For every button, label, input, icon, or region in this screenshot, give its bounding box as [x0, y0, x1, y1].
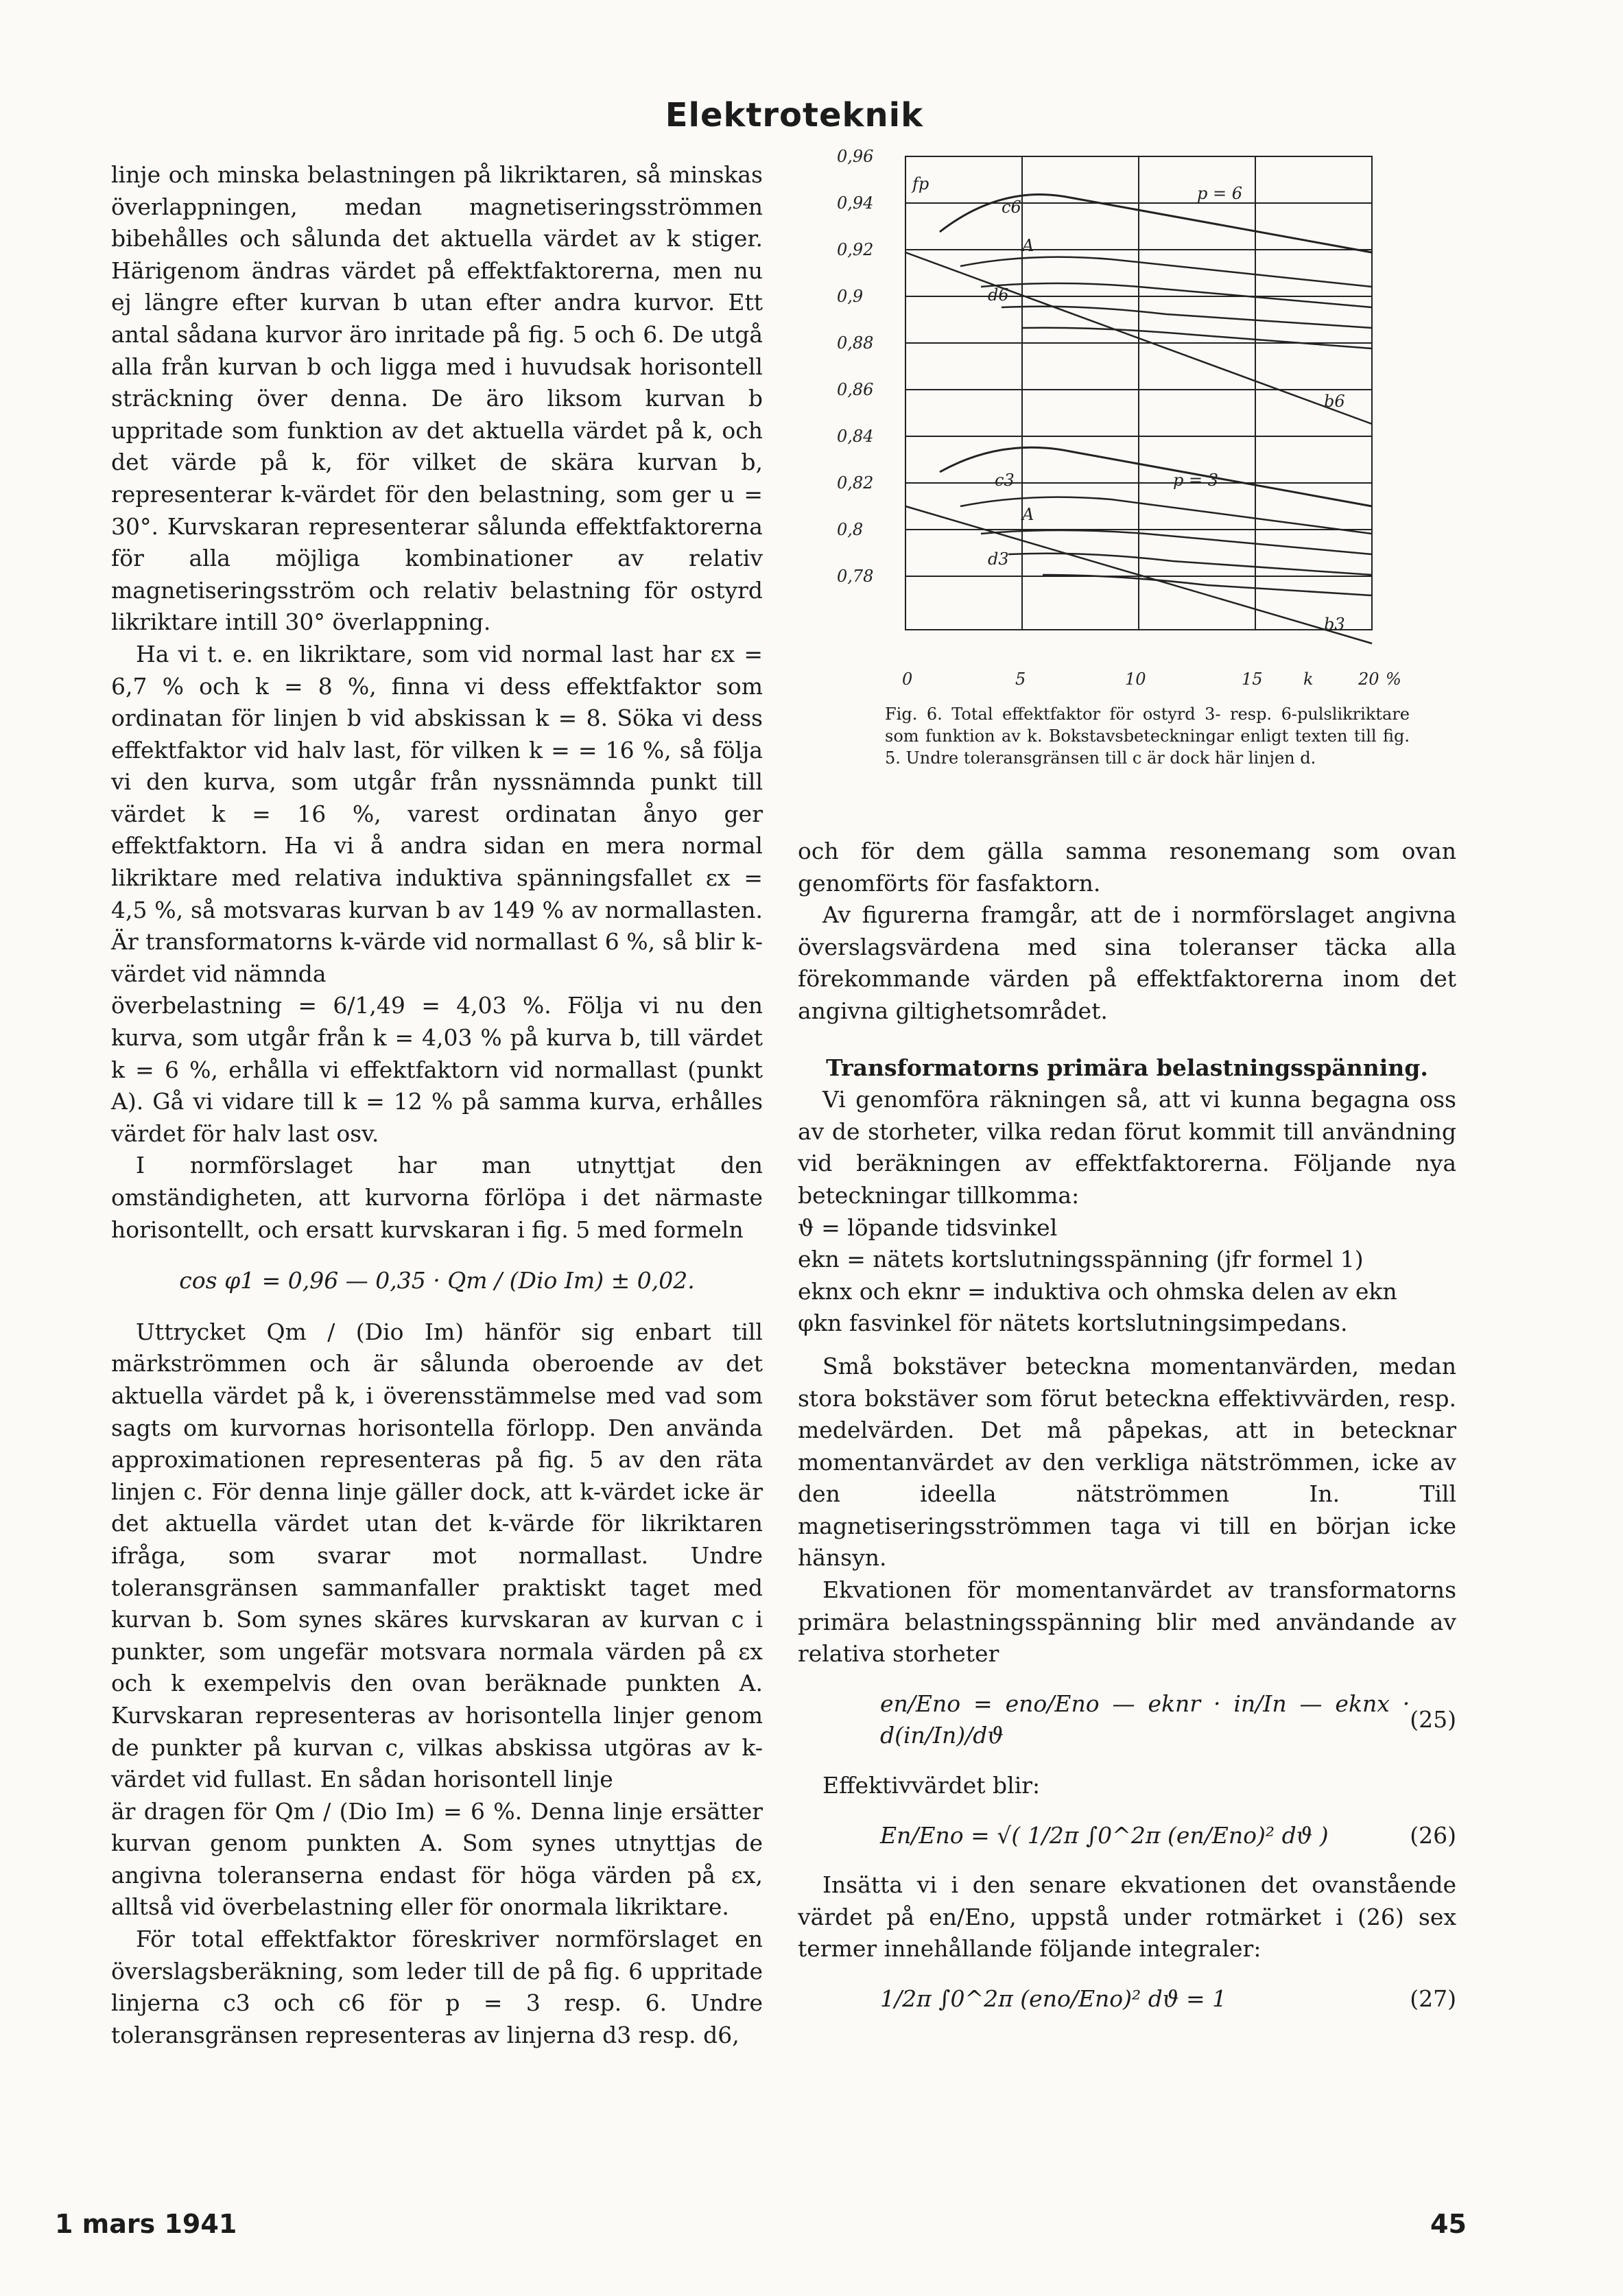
x-tick: 5: [1015, 670, 1026, 689]
footer-date: 1 mars 1941: [55, 2209, 237, 2239]
curve-label: d6: [988, 285, 1009, 305]
paragraph: Vi genomföra räkningen så, att vi kunna begagna oss av de storheter, vilka redan förut kommit till användning vid beräkningen av effektfaktorerna. Följande nya beteckningar tillkomma:: [798, 1086, 1456, 1209]
paragraph: Effektivvärdet blir:: [822, 1772, 1041, 1799]
paragraph: överbelastning = 6/1,49 = 4,03 %. Följa vi nu den kurva, som utgår från k = 4,03 % på kurva b, till värdet k = 6 %, erhålla vi effektfaktorn vid normallast (punkt A). Gå vi vidare till k = 12 % på samma kurva, erhålles värdet för halv last osv.: [111, 992, 763, 1147]
paragraph: Av figurerna framgår, att de i normförslaget angivna överslagsvärdena med sina toleranser täcka alla förekommande värden på effektfaktorerna inom det angivna giltighetsområdet.: [798, 901, 1456, 1024]
equation-27: [880, 1983, 1456, 2015]
curve-label: b3: [1324, 615, 1345, 634]
x-tick: 20: [1358, 670, 1379, 689]
paragraph: Ekvationen för momentanvärdet av transformatorns primära belastningsspänning blir med användande av relativa storheter: [798, 1576, 1456, 1668]
figure-6-chart: [823, 150, 1427, 712]
section-header: Elektroteknik: [665, 96, 923, 134]
paragraph: Uttrycket Qm / (Dio Im) hänför sig enbart till märkströmmen och är sålunda oberoende av det aktuella värdet på k, i överensstämmelse med vad som sagts om kurvornas horisontella förlopp. Den använda approximationen representeras på fig. 5 av den räta linjen c. För denna linje gäller dock, att k-värdet icke är det aktuella värdet utan det k-värde för likriktaren ifråga, som svarar mot normallast. Undre toleransgränsen sammanfaller praktiskt taget med kurvan b. Som synes skäres kurvskaran av kurvan c i punkter, som ungefär motsvara normala värden på εx och k exempelvis den ovan beräknade punkten A. Kurvskaran representeras av horisontella linjer genom de punkter på kurvan c, vilkas abskissa utgöras av k-värdet vid fullast. En sådan horisontell linje: [111, 1318, 763, 1793]
left-column: [111, 159, 763, 2051]
y-tick: 0,8: [837, 520, 864, 539]
curve-label: p = 6: [1197, 184, 1242, 203]
y-tick: 0,88: [837, 333, 874, 353]
definition-line: eknx och eknr = induktiva och ohmska delen av ekn: [798, 1277, 1397, 1305]
equation: cos φ1 = 0,96 — 0,35 · Qm / (Dio Im) ± 0,02.: [179, 1267, 695, 1294]
equation-25: [880, 1688, 1456, 1752]
equation-number: (26): [1410, 1821, 1456, 1849]
paragraph: Insätta vi i den senare ekvationen det ovanstående värdet på en/Eno, uppstå under rotmärket i (26) sex termer innehållande följande integraler:: [798, 1871, 1456, 1963]
figure-caption: Fig. 6. Total effektfaktor för ostyrd 3- resp. 6-pulslikriktare som funktion av k. Bokstavsbeteckningar enligt texten till fig. 5. Undre toleransgränsen till c är dock här linjen d.: [885, 705, 1410, 768]
y-tick: 0,9: [837, 287, 864, 306]
curve-label: A: [1022, 236, 1034, 255]
definition-line: φkn fasvinkel för nätets kortslutningsimpedans.: [798, 1310, 1348, 1337]
y-tick: 0,84: [837, 427, 874, 446]
x-tick: 10: [1125, 670, 1146, 689]
equation-body: 1/2π ∫0^2π (eno/Eno)² dϑ = 1: [880, 1985, 1227, 2012]
equation-body: en/Eno = eno/Eno — eknr · in/In — eknx · d(in/In)/dϑ: [880, 1690, 1410, 1749]
equation-26: [880, 1820, 1456, 1852]
curve-label: b6: [1324, 392, 1345, 411]
y-tick: 0,94: [837, 193, 874, 213]
paragraph: linje och minska belastningen på likriktaren, så minskas överlappningen, medan magnetiseringsströmmen bibehålles och sålunda det aktuella värdet av k stiger. Härigenom ändras värdet på effektfaktorerna, men nu ej längre efter kurvan b utan efter andra kurvor. Ett antal sådana kurvor äro inritade på fig. 5 och 6. De utgå alla från kurvan b och ligga med i huvudsak horisontell sträckning över denna. De äro liksom kurvan b uppritade som funktion av det aktuella värdet på k, och det värde på k, för vilket de skära kurvan b, representerar k-värdet för den belastning, som ger u = 30°. Kurvskaran representerar sålunda effektfaktorerna för alla möjliga kombinationer av relativ magnetiseringsström och relativ belastning för ostyrd likriktare intill 30° överlappning.: [111, 161, 763, 636]
paragraph: är dragen för Qm / (Dio Im) = 6 %. Denna linje ersätter kurvan genom punkten A. Som synes utnyttjas de angivna toleranserna endast för höga värden på εx, alltså vid överbelastning eller för onormala likriktare.: [111, 1797, 763, 1921]
paragraph: För total effektfaktor föreskriver normförslaget en överslagsberäkning, som leder till de på fig. 6 uppritade linjerna c3 och c6 för p = 3 resp. 6. Undre toleransgränsen representeras av linjerna d3 resp. d6,: [111, 1926, 763, 2048]
paragraph: I normförslaget har man utnyttjat den omständigheten, att kurvorna förlöpa i det närmaste horisontellt, och ersatt kurvskaran i fig. 5 med formeln: [111, 1152, 763, 1243]
equation-number: (25): [1410, 1706, 1456, 1733]
equation-body: En/Eno = √( 1/2π ∫0^2π (en/Eno)² dϑ ): [880, 1821, 1329, 1849]
paragraph: Ha vi t. e. en likriktare, som vid normal last har εx = 6,7 % och k = 8 %, finna vi dess effektfaktor som ordinatan för linjen b vid abskissan k = 8. Söka vi dess effektfaktor vid halv last, för vilken k = = 16 %, så följa vi den kurva, som utgår från nyssnämnda punkt till värdet k = 16 %, varest ordinatan ånyo ger effektfaktorn. Ha vi å andra sidan en mera normal likriktare med relativa induktiva spänningsfallet εx = 4,5 %, så motsvaras kurvan b av 149 % av normallasten. Är transformatorns k-värde vid normallast 6 %, så blir k-värdet vid nämnda: [111, 640, 763, 987]
paragraph: Små bokstäver beteckna momentanvärden, medan stora bokstäver som förut beteckna effektivvärden, resp. medelvärden. Det må påpekas, att in betecknar momentanvärdet av den verkliga nätströmmen, icke av den ideella nätströmmen In. Till magnetiseringsströmmen taga vi till en början icke hänsyn.: [798, 1352, 1456, 1572]
definition-line: ϑ = löpande tidsvinkel: [798, 1214, 1058, 1241]
y-tick: 0,96: [837, 150, 874, 166]
y-axis-label: fp: [912, 174, 929, 193]
x-axis-label: k: [1303, 670, 1314, 689]
y-tick: 0,86: [837, 380, 874, 399]
y-tick: 0,78: [837, 567, 874, 586]
right-column: [798, 836, 1456, 2033]
definition-line: ekn = nätets kortslutningsspänning (jfr formel 1): [798, 1246, 1364, 1273]
curve-label: A: [1022, 505, 1034, 524]
x-axis-unit: %: [1386, 670, 1401, 689]
section-subheading: Transformatorns primära belastningsspänning.: [826, 1054, 1428, 1081]
y-tick: 0,92: [837, 240, 874, 259]
x-tick: 15: [1242, 670, 1263, 689]
equation-number: (27): [1410, 1985, 1456, 2012]
y-tick: 0,82: [837, 473, 874, 493]
curve-label: p = 3: [1173, 471, 1218, 490]
page-number: 45: [1430, 2209, 1467, 2239]
curve-label: c6: [1002, 198, 1021, 217]
curve-label: c3: [995, 471, 1015, 490]
x-tick: 0: [902, 670, 913, 689]
curve-label: d3: [988, 549, 1009, 569]
paragraph: och för dem gälla samma resonemang som ovan genomförts för fasfaktorn.: [798, 838, 1456, 897]
